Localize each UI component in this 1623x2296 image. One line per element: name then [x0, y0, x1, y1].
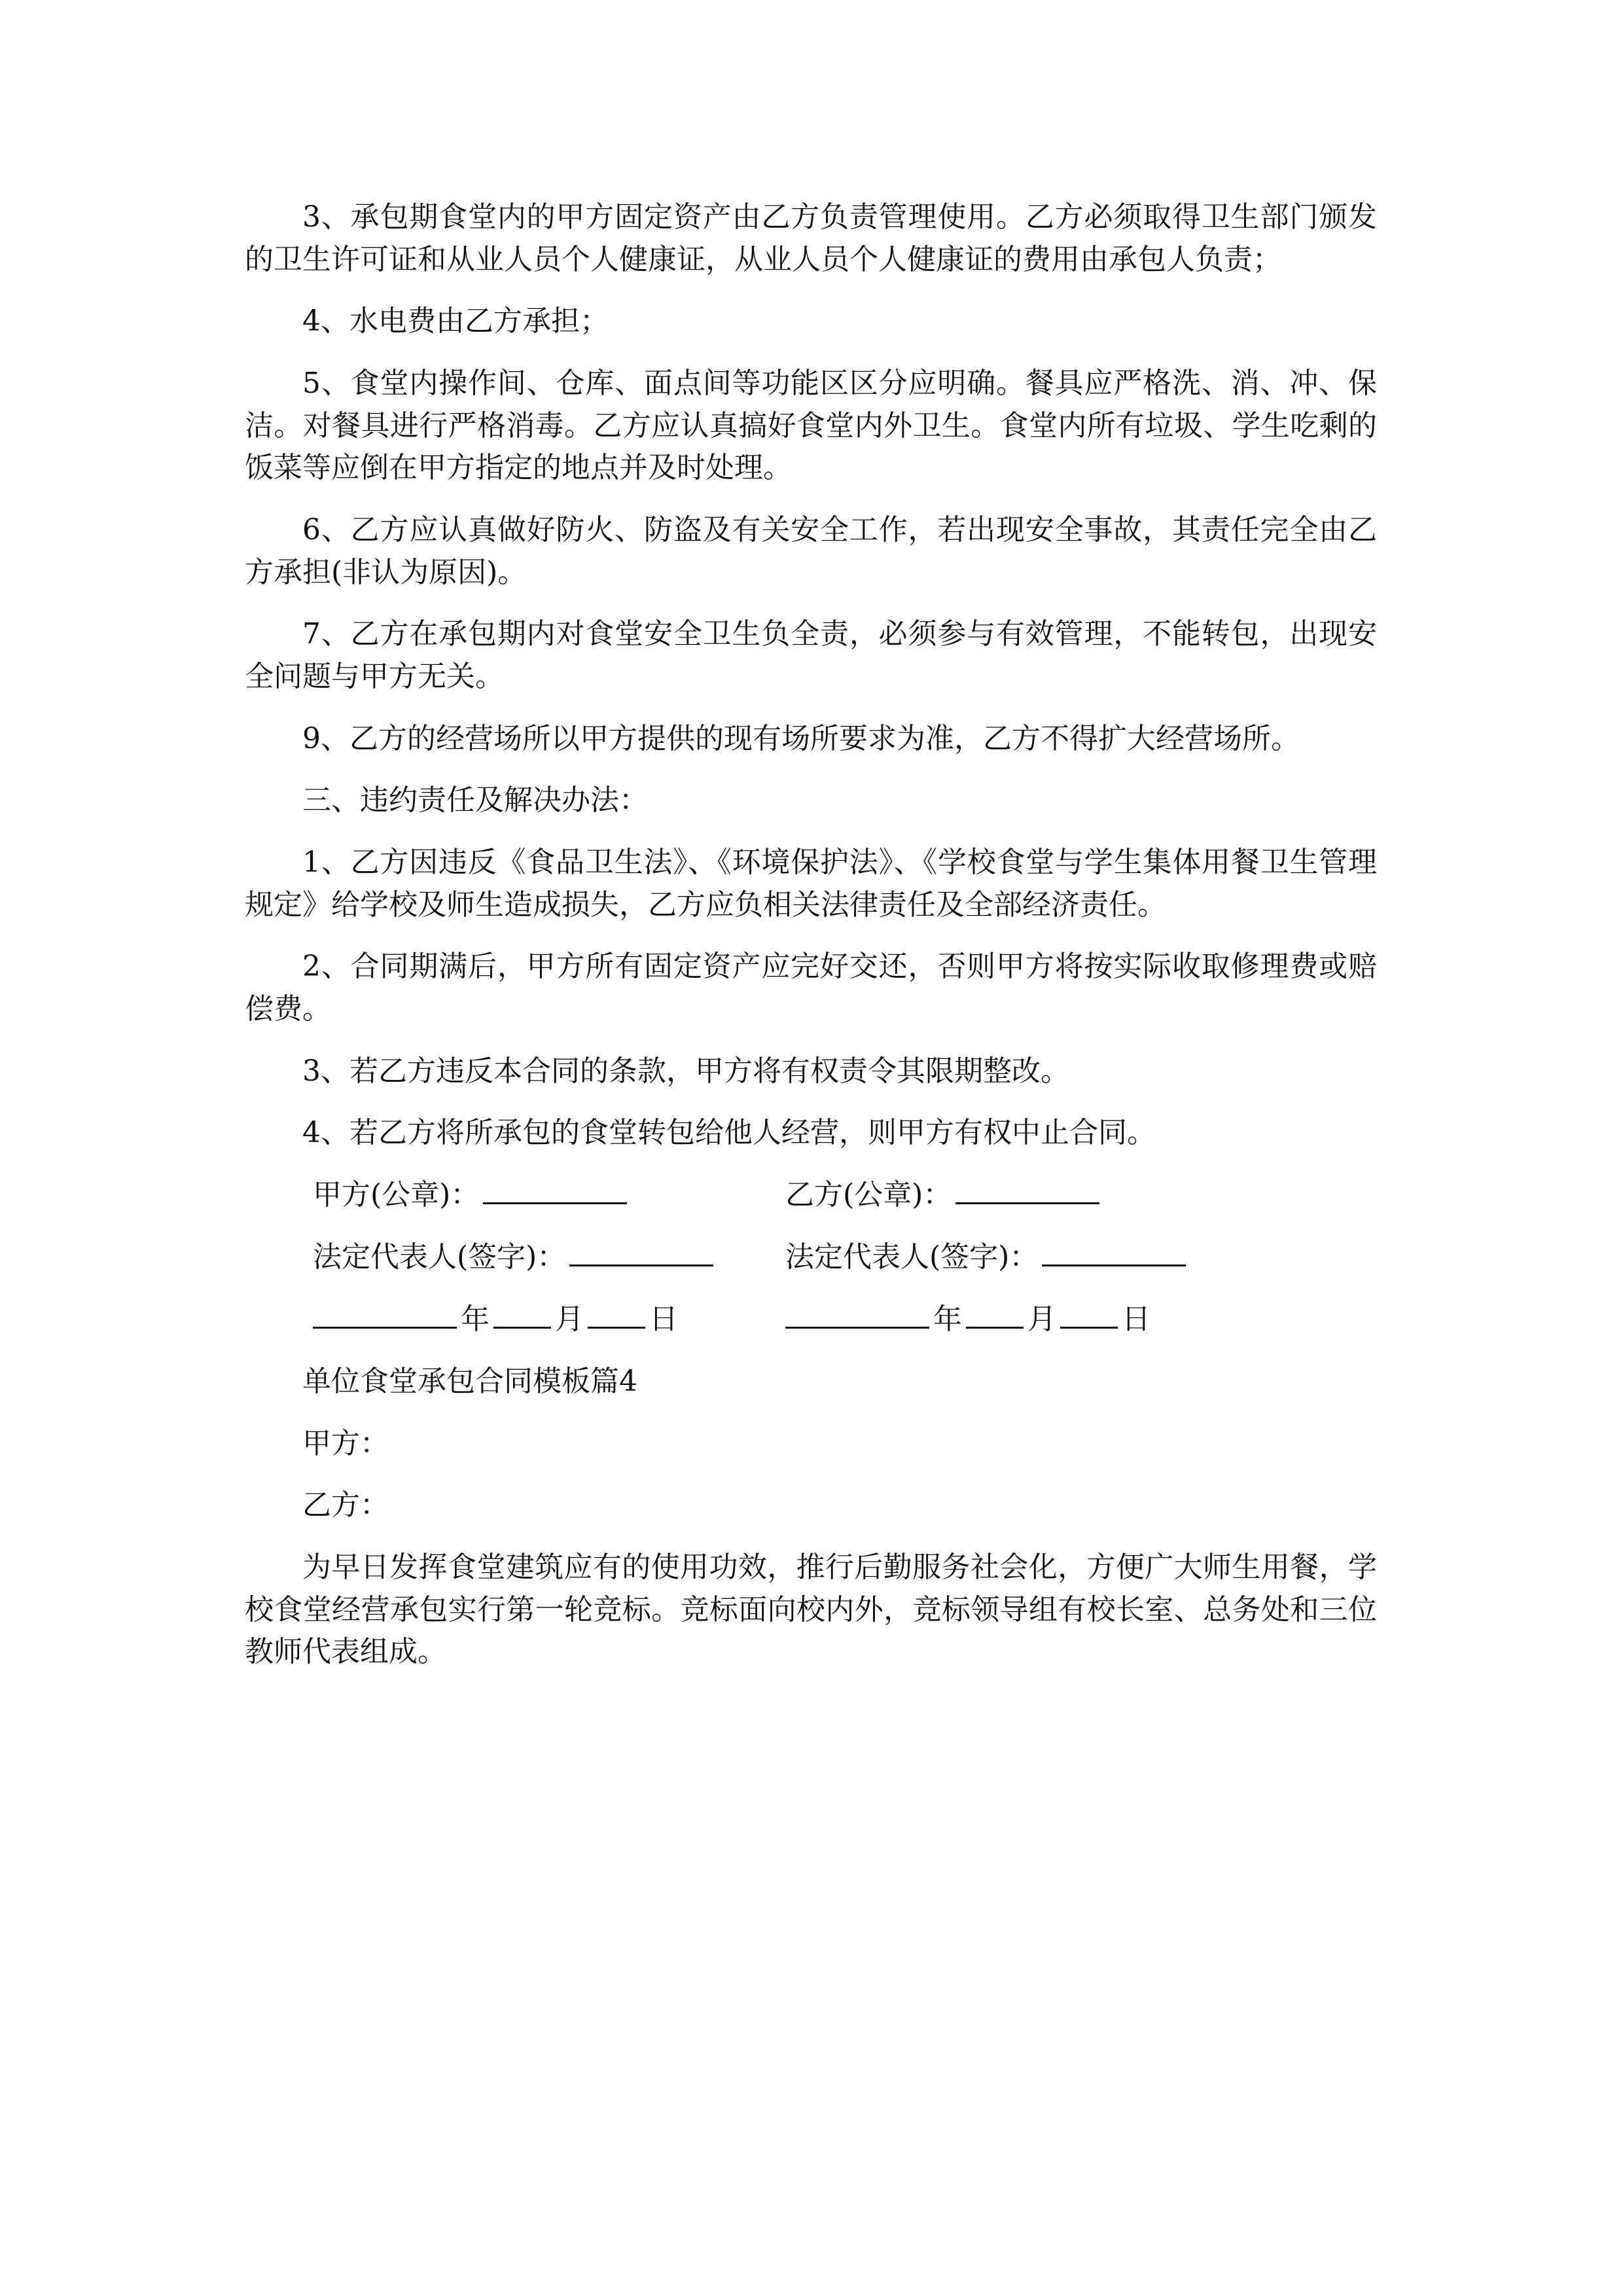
party-a-day-blank[interactable] [588, 1299, 645, 1329]
party-b-representative [785, 1236, 1190, 1279]
breach-clause-2: 2、合同期满后，甲方所有固定资产应完好交还，否则甲方将按实际收取修理费或赔偿费。 [245, 950, 1377, 1026]
party-b-seal-blank[interactable] [955, 1175, 1099, 1204]
section-3-heading: 三、违约责任及解决办法： [302, 783, 648, 817]
party-a-representative [313, 1236, 717, 1279]
breach-clause-4: 4、若乙方将所承包的食堂转包给他人经营，则甲方有权中止合同。 [302, 1116, 1156, 1150]
party-b-date [785, 1299, 1150, 1341]
clause-3-fixed-assets: 3、承包期食堂内的甲方固定资产由乙方负责管理使用。乙方必须取得卫生部门颁发的卫生许可证和从业人员个人健康证，从业人员个人健康证的费用由承包人负责； [245, 200, 1377, 276]
party-a-year-blank[interactable] [313, 1299, 457, 1329]
party-b-rep-label: 法定代表人(签字)： [785, 1240, 1039, 1274]
breach-clause-3: 3、若乙方违反本合同的条款，甲方将有权责令其限期整改。 [302, 1054, 1069, 1088]
day-label: 日 [649, 1302, 678, 1336]
clause-5-hygiene: 5、食堂内操作间、仓库、面点间等功能区区分应明确。餐具应严格洗、消、冲、保洁。对餐具进行严格消毒。乙方应认真搞好食堂内外卫生。食堂内所有垃圾、学生吃剩的饭菜等应倒在甲方指定的地点并及时处理。 [245, 367, 1377, 485]
seal-row [245, 1174, 1377, 1217]
section-4-party-b: 乙方： [302, 1488, 389, 1522]
year-label: 年 [461, 1302, 490, 1336]
breach-clause-1: 1、乙方因违反《食品卫生法》、《环境保护法》、《学校食堂与学生集体用餐卫生管理规定》给学校及师生造成损失，乙方应负相关法律责任及全部经济责任。 [245, 846, 1377, 922]
party-b-seal [785, 1174, 1103, 1217]
section-4-party-a: 甲方： [302, 1426, 389, 1460]
section-4-title: 单位食堂承包合同模板篇4 [302, 1365, 637, 1399]
contract-body [245, 196, 1377, 1693]
year-label: 年 [933, 1302, 962, 1336]
representative-row [245, 1236, 1377, 1279]
month-label: 月 [1027, 1302, 1056, 1336]
party-a-month-blank[interactable] [493, 1299, 551, 1329]
month-label: 月 [555, 1302, 584, 1336]
clause-6-safety: 6、乙方应认真做好防火、防盗及有关安全工作，若出现安全事故，其责任完全由乙方承担(非认为原因)。 [245, 513, 1377, 589]
party-a-date [313, 1299, 678, 1341]
party-b-year-blank[interactable] [785, 1299, 929, 1329]
day-label: 日 [1122, 1302, 1150, 1336]
party-a-seal-blank[interactable] [483, 1175, 627, 1204]
party-a-rep-label: 法定代表人(签字)： [313, 1240, 566, 1274]
party-b-day-blank[interactable] [1060, 1299, 1118, 1329]
party-b-rep-blank[interactable] [1042, 1237, 1186, 1266]
clause-9-premises: 9、乙方的经营场所以甲方提供的现有场所要求为准，乙方不得扩大经营场所。 [302, 721, 1300, 755]
section-4-intro: 为早日发挥食堂建筑应有的使用功效，推行后勤服务社会化，方便广大师生用餐，学校食堂经营承包实行第一轮竞标。竞标面向校内外，竞标领导组有校长室、总务处和三位教师代表组成。 [245, 1551, 1377, 1669]
party-a-seal-label: 甲方(公章)： [313, 1178, 480, 1212]
clause-7-responsibility: 7、乙方在承包期内对食堂安全卫生负全责，必须参与有效管理，不能转包，出现安全问题与甲方无关。 [245, 617, 1377, 694]
party-a-seal [313, 1174, 631, 1217]
party-a-rep-blank[interactable] [569, 1237, 713, 1266]
party-b-seal-label: 乙方(公章)： [785, 1178, 952, 1212]
clause-4-utilities: 4、水电费由乙方承担； [302, 304, 609, 338]
party-b-month-blank[interactable] [966, 1299, 1024, 1329]
date-row [245, 1299, 1377, 1341]
